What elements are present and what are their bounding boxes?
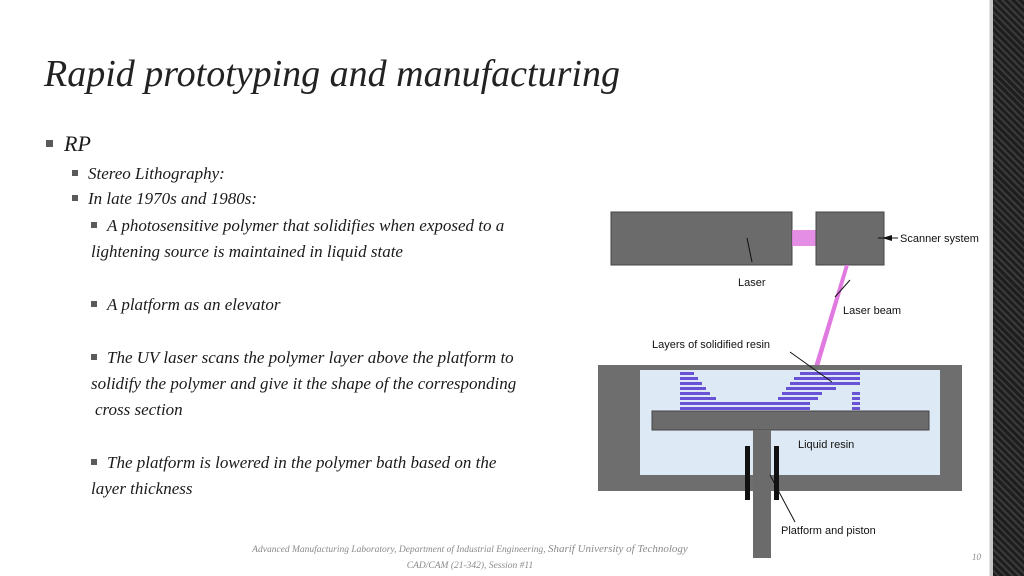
bullet-platform [91,292,280,318]
bullet-late-text: In late 1970s and 1980s: [88,189,258,208]
bullet-stereo [72,164,225,184]
bullet-square-icon [46,140,53,147]
footer-line-1 [190,543,750,555]
slide-title: Rapid prototyping and manufacturing [44,53,620,95]
label-layers: Layers of solidified resin [652,339,771,351]
bullet-uv-line-1: The UV laser scans the polymer layer above the platform to [107,348,514,367]
stereolithography-diagram [590,200,990,562]
label-scanner-system: Scanner system [900,233,979,245]
decorative-side-strip [990,0,1024,576]
page-number: 10 [972,552,981,562]
bullet-photo-line-2: lightening source is maintained in liquid state [91,242,403,261]
label-liquid-resin: Liquid resin [798,439,855,451]
bullet-platform-text: A platform as an elevator [107,295,281,314]
bullet-rp-text: RP [64,131,91,156]
bullet-square-icon [91,354,97,360]
bullet-square-icon [91,222,97,228]
bullet-lowered [91,450,496,502]
laser-block [611,212,792,265]
bullet-stereo-text: Stereo Lithography: [88,164,225,183]
laser-beam [813,265,849,370]
scanner-block [816,212,884,265]
laser-emission [792,230,816,246]
bullet-square-icon [72,195,78,201]
piston-rod [753,430,771,558]
bullet-late [72,189,257,209]
bullet-uv-line-3: cross section [95,400,183,419]
footer-course: CAD/CAM (21-342), Session #11 [406,561,534,571]
bullet-lowered-line-2: layer thickness [91,479,193,498]
platform [652,411,929,430]
piston-seal-left [745,446,750,500]
bullet-photo-line-1: A photosensitive polymer that solidifies when exposed to a [107,216,505,235]
bullet-photopolymer [91,213,504,265]
bullet-square-icon [91,301,97,307]
label-platform-piston: Platform and piston [781,525,876,537]
label-laser-beam: Laser beam [843,305,902,317]
bullet-uv-line-2: solidify the polymer and give it the shape of the corresponding [91,374,517,393]
bullet-rp [46,131,91,157]
bullet-uv-laser [91,345,516,423]
footer-lab: Advanced Manufacturing Laboratory, Department of Industrial Engineering, [252,545,548,555]
bullet-square-icon [91,459,97,465]
footer-university: Sharif University of Technology [547,543,688,555]
label-laser: Laser [738,277,766,289]
bullet-lowered-line-1: The platform is lowered in the polymer bath based on the [107,453,497,472]
piston-seal-right [774,446,779,500]
bullet-square-icon [72,170,78,176]
